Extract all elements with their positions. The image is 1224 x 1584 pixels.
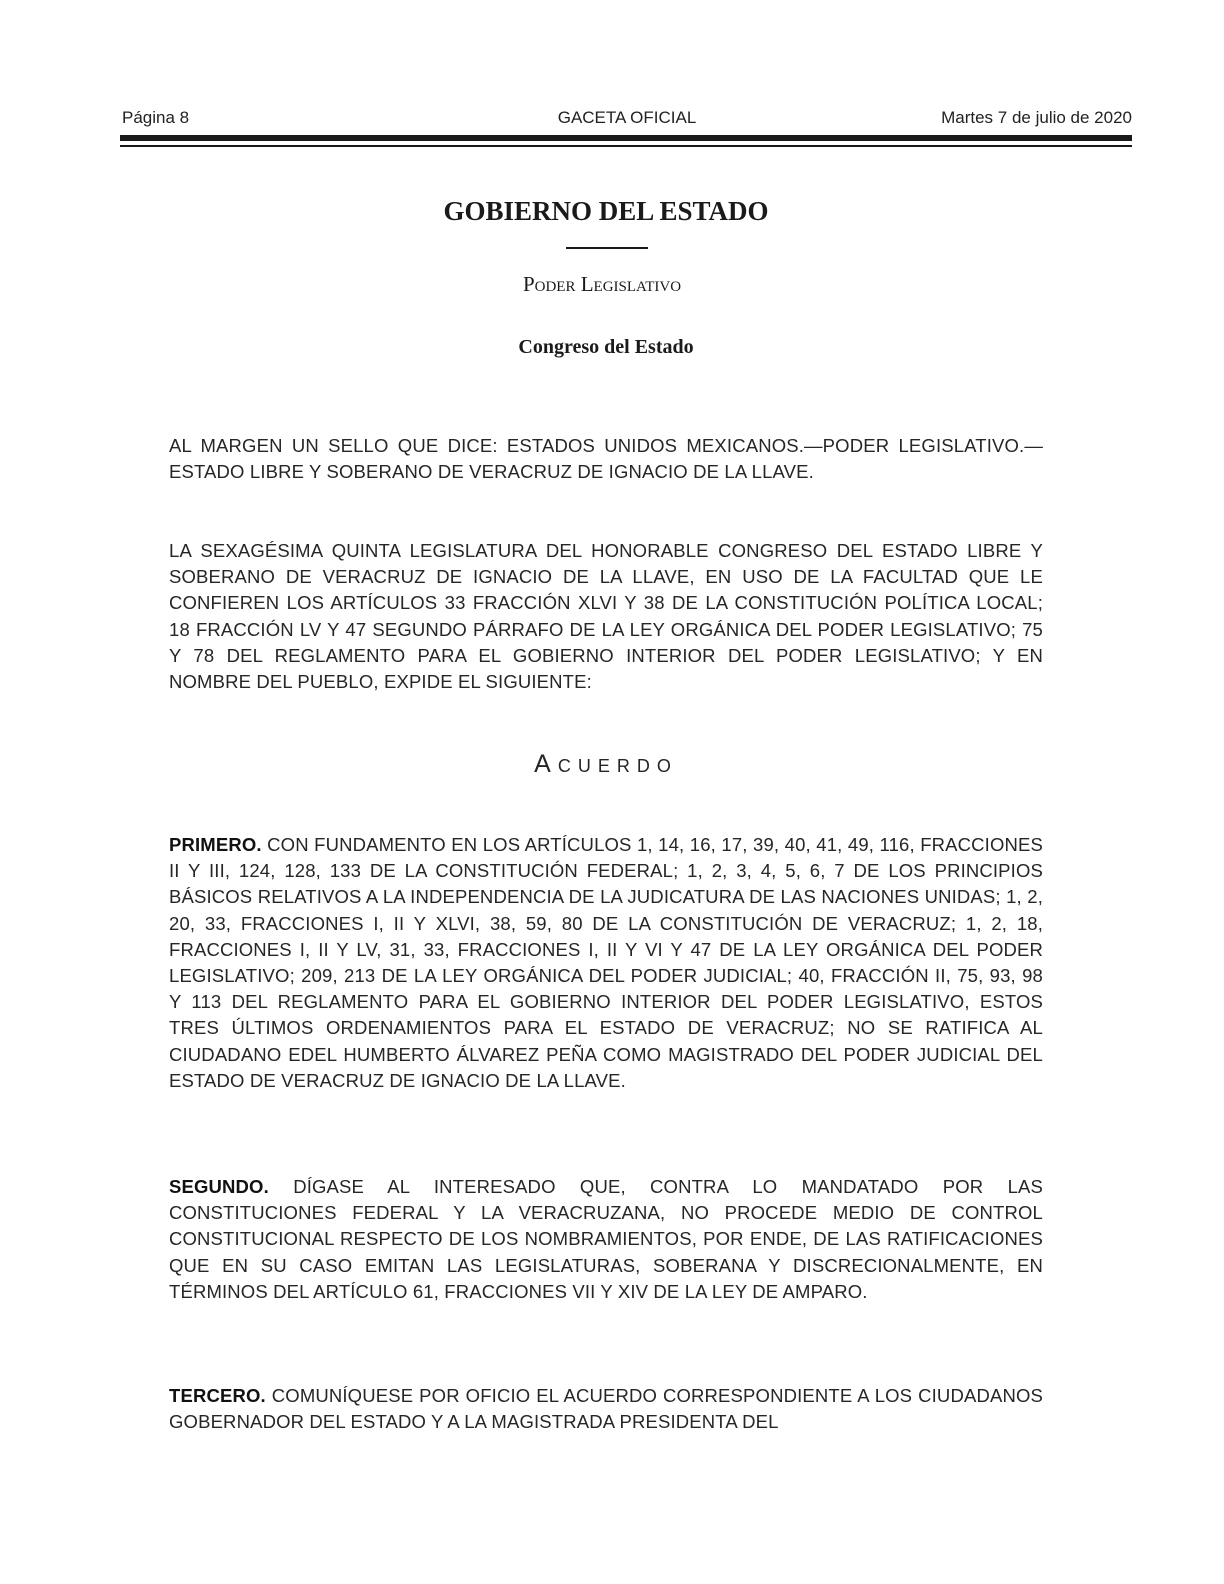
publication-date: Martes 7 de julio de 2020: [941, 108, 1132, 127]
page-header: [122, 108, 1132, 132]
article-primero: [169, 832, 1043, 1094]
article-text: CON FUNDAMENTO EN LOS ARTÍCULOS 1, 14, 16, 17, 39, 40, 41, 49, 116, FRACCIONES II Y III, 124, 128, 133 DE LA CONSTITUCIÓN FEDERAL; 1, 2, 3, 4, 5, 6, 7 DE LOS PRINCIPIOS BÁSICOS RELATIVOS A LA INDEPENDENCIA DE LA JUDICATURA DE LAS NACIONES UNIDAS; 1, 2, 20, 33, FRACCIONES I, II Y XLVI, 38, 59, 80 DE LA CONSTITUCIÓN DE VERACRUZ; 1, 2, 18, FRACCIONES I, II Y LV, 31, 33, FRACCIONES I, II Y VI Y 47 DE LA LEY ORGÁNICA DEL PODER LEGISLATIVO; 209, 213 DE LA LEY ORGÁNICA DEL PODER JUDICIAL; 40, FRACCIÓN II, 75, 93, 98 Y 113 DEL REGLAMENTO PARA EL GOBIERNO INTERIOR DEL PODER LEGISLATIVO, ESTOS TRES ÚLTIMOS ORDENAMIENTOS PARA EL ESTADO DE VERACRUZ; NO SE RATIFICA AL CIUDADANO EDEL HUMBERTO ÁLVAREZ PEÑA COMO MAGISTRADO DEL PODER JUDICIAL DEL ESTADO DE VERACRUZ DE IGNACIO DE LA LLAVE.: [169, 834, 1043, 1091]
article-text: DÍGASE AL INTERESADO QUE, CONTRA LO MANDATADO POR LAS CONSTITUCIONES FEDERAL Y LA VERACRUZANA, NO PROCEDE MEDIO DE CONTROL CONSTITUCIONAL RESPECTO DE LOS NOMBRAMIENTOS, POR ENDE, DE LAS RATIFICACIONES QUE EN SU CASO EMITAN LAS LEGISLATURAS, SOBERANA Y DISCRECIONALMENTE, EN TÉRMINOS DEL ARTÍCULO 61, FRACCIONES VII Y XIV DE LA LEY DE AMPARO.: [169, 1176, 1043, 1302]
publication-name: GACETA OFICIAL: [557, 108, 697, 127]
page-number: Página 8: [122, 108, 190, 127]
document-subtitle: Poder Legislativo: [522, 272, 682, 296]
issuing-body: Congreso del Estado: [518, 336, 694, 358]
article-text: COMUNÍQUESE POR OFICIO EL ACUERDO CORRESPONDIENTE A LOS CIUDADANOS GOBERNADOR DEL ESTADO Y A LA MAGISTRADA PRESIDENTA DEL: [169, 1385, 1043, 1433]
acuerdo-heading: Acuerdo: [534, 750, 678, 778]
document-title: GOBIERNO DEL ESTADO: [443, 196, 769, 226]
title-divider: [566, 247, 648, 249]
article-label: SEGUNDO.: [169, 1176, 269, 1197]
header-rule-thick: [120, 135, 1132, 141]
article-label: TERCERO.: [169, 1385, 266, 1406]
intro-paragraph: LA SEXAGÉSIMA QUINTA LEGISLATURA DEL HONORABLE CONGRESO DEL ESTADO LIBRE Y SOBERANO DE VERACRUZ DE IGNACIO DE LA LLAVE, EN USO DE LA FACULTAD QUE LE CONFIEREN LOS ARTÍCULOS 33 FRACCIÓN XLVI Y 38 DE LA CONSTITUCIÓN POLÍTICA LOCAL; 18 FRACCIÓN LV Y 47 SEGUNDO PÁRRAFO DE LA LEY ORGÁNICA DEL PODER LEGISLATIVO; 75 Y 78 DEL REGLAMENTO PARA EL GOBIERNO INTERIOR DEL PODER LEGISLATIVO; Y EN NOMBRE DEL PUEBLO, EXPIDE EL SIGUIENTE:: [169, 540, 1043, 693]
seal-note: AL MARGEN UN SELLO QUE DICE: ESTADOS UNIDOS MEXICANOS.—PODER LEGISLATIVO.—ESTADO LIBRE Y SOBERANO DE VERACRUZ DE IGNACIO DE LA LLAVE.: [169, 435, 1043, 483]
article-segundo: [169, 1174, 1043, 1305]
article-label: PRIMERO.: [169, 834, 262, 855]
header-rule-thin: [120, 145, 1132, 147]
article-tercero: [169, 1383, 1043, 1435]
